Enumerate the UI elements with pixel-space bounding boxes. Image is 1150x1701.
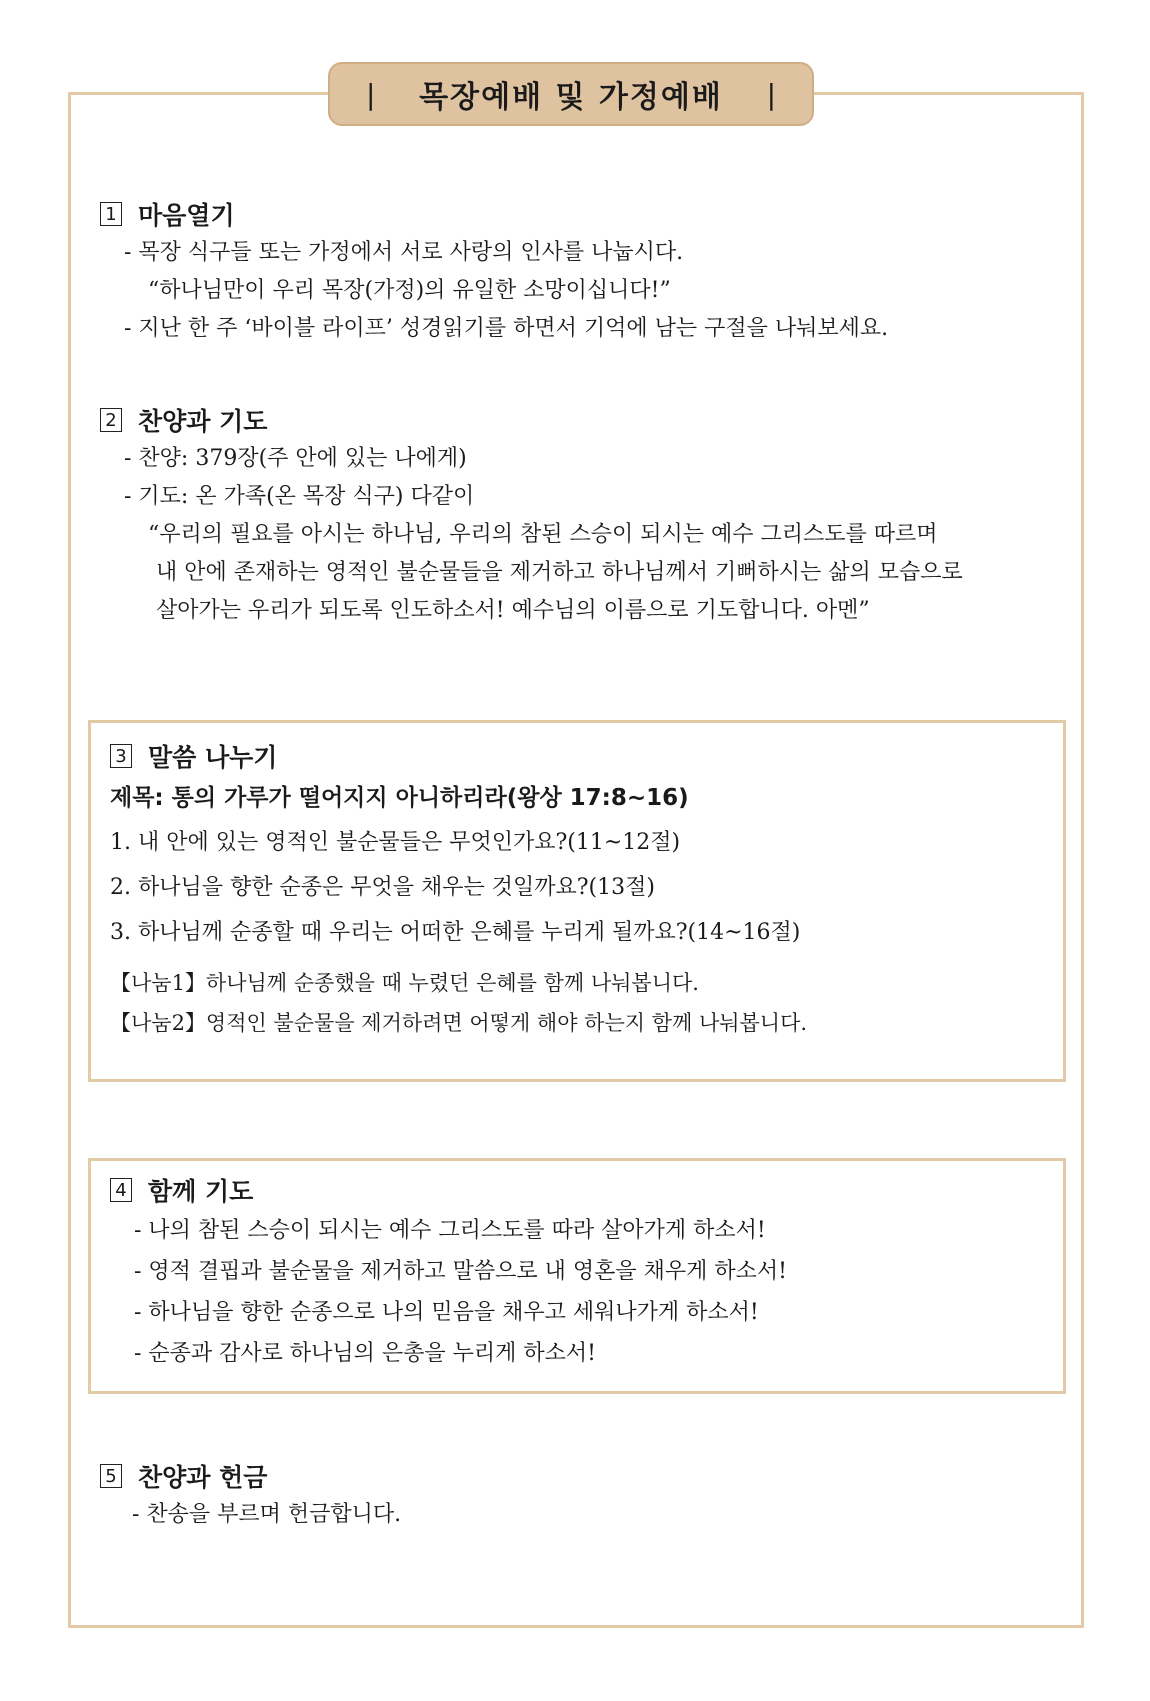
prayer-line: 내 안에 존재하는 영적인 불순물들을 제거하고 하나님께서 기뻐하시는 삶의 모습으로	[156, 560, 963, 585]
section-number: 5	[100, 1464, 122, 1488]
prayer-item: - 순종과 감사로 하나님의 은총을 누리게 하소서!	[134, 1341, 597, 1366]
prayer-item: - 하나님을 향한 순종으로 나의 믿음을 채우고 세워나가게 하소서!	[134, 1300, 759, 1325]
prayer-item: - 나의 참된 스승이 되시는 예수 그리스도를 따라 살아가게 하소서!	[134, 1218, 766, 1243]
section-title: 찬양과 기도	[138, 407, 268, 436]
section-heading	[100, 400, 1060, 440]
text-line: - 지난 한 주 ‘바이블 라이프’ 성경읽기를 하면서 기억에 남는 구절을 나눠보세요.	[124, 316, 889, 341]
section-word-sharing	[110, 736, 1050, 1043]
question-item: 1. 내 안에 있는 영적인 불순물들은 무엇인가요?(11~12절)	[110, 830, 681, 855]
title-bar-left: |	[366, 77, 376, 111]
section-number: 3	[110, 744, 132, 768]
section-title: 함께 기도	[148, 1177, 254, 1206]
section-number: 1	[100, 202, 122, 226]
section-heading	[110, 1170, 1050, 1210]
section-number: 2	[100, 408, 122, 432]
question-item: 3. 하나님께 순종할 때 우리는 어떠한 은혜를 누리게 될까요?(14~16절)	[110, 920, 801, 945]
section-heading	[100, 194, 1060, 234]
sermon-title: 제목: 통의 가루가 떨어지지 아니하리라(왕상 17:8~16)	[110, 785, 689, 811]
question-item: 2. 하나님을 향한 순종은 무엇을 채우는 것일까요?(13절)	[110, 875, 655, 900]
section-praise-prayer	[100, 400, 1060, 630]
share-item: 【나눔2】영적인 불순물을 제거하려면 어떻게 해야 하는지 함께 나눠봅니다.	[110, 1011, 808, 1035]
section-number: 4	[110, 1178, 132, 1202]
section-together-prayer	[110, 1170, 1050, 1374]
prayer-line: “우리의 필요를 아시는 하나님, 우리의 참된 스승이 되시는 예수 그리스도를 따르며	[148, 522, 938, 547]
text-line: “하나님만이 우리 목장(가정)의 유일한 소망이십니다!”	[148, 278, 671, 303]
section-title: 마음열기	[138, 201, 235, 230]
title-banner	[328, 62, 814, 126]
text-line: - 찬송을 부르며 헌금합니다.	[132, 1502, 402, 1527]
section-heading	[110, 736, 1050, 776]
share-item: 【나눔1】하나님께 순종했을 때 누렸던 은혜를 함께 나눠봅니다.	[110, 971, 699, 995]
section-opening	[100, 194, 1060, 348]
text-line: - 찬양: 379장(주 안에 있는 나에게)	[124, 446, 467, 471]
page-title: 목장예배 및 가정예배	[419, 80, 723, 115]
prayer-item: - 영적 결핍과 불순물을 제거하고 말씀으로 내 영혼을 채우게 하소서!	[134, 1259, 788, 1284]
section-offering	[100, 1456, 1060, 1534]
text-line: - 목장 식구들 또는 가정에서 서로 사랑의 인사를 나눕시다.	[124, 240, 684, 265]
prayer-line: 살아가는 우리가 되도록 인도하소서! 예수님의 이름으로 기도합니다. 아멘”	[156, 598, 870, 623]
text-line: - 기도: 온 가족(온 목장 식구) 다같이	[124, 484, 475, 509]
section-title: 말씀 나누기	[148, 743, 278, 772]
section-title: 찬양과 헌금	[138, 1463, 268, 1492]
title-bar-right: |	[766, 77, 776, 111]
section-heading	[100, 1456, 1060, 1496]
